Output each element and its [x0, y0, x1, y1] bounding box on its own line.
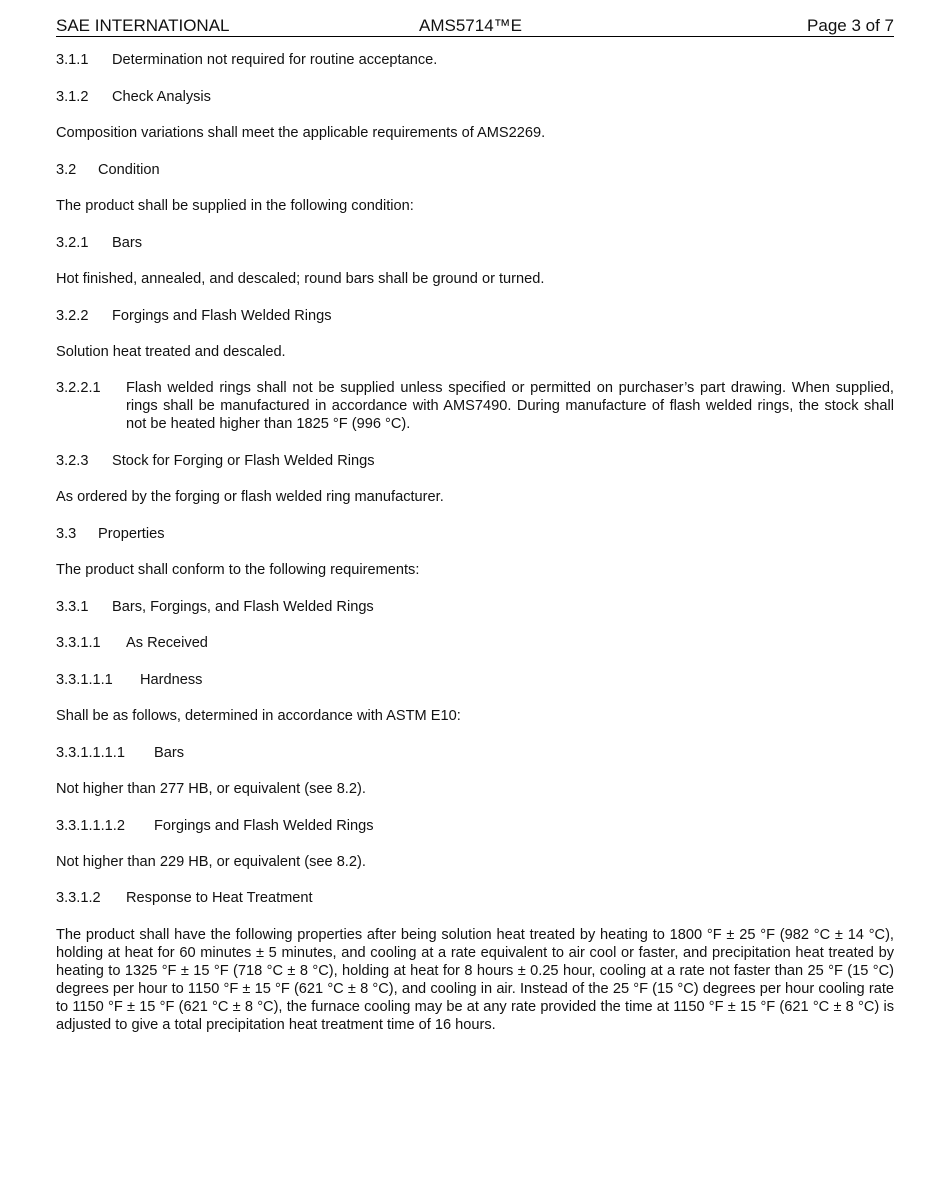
section-number: 3.1.1 — [56, 52, 89, 68]
section-3-3-1-heading — [56, 598, 894, 616]
section-number: 3.1.2 — [56, 89, 89, 105]
paragraph-forgings-hardness: Not higher than 229 HB, or equivalent (see 8.2). — [56, 854, 366, 870]
section-title: Forgings and Flash Welded Rings — [154, 818, 374, 834]
section-3-2-2-1 — [56, 379, 894, 433]
section-text: Flash welded rings shall not be supplied unless specified or permitted on purchaser’s part drawing. When supplied, rings shall be manufactured in accordance with AMS7490. During manufacture of flash welded rings, the stock shall not be heated higher than 1825 °F (996 °C). — [126, 380, 894, 432]
section-title: Response to Heat Treatment — [126, 890, 313, 906]
paragraph-bars-hardness: Not higher than 277 HB, or equivalent (see 8.2). — [56, 781, 366, 797]
section-number: 3.3.1.2 — [56, 890, 101, 906]
section-number: 3.3 — [56, 526, 77, 542]
header-organization: SAE INTERNATIONAL — [56, 16, 230, 35]
header-document-number: AMS5714™E — [419, 16, 522, 35]
section-title: Stock for Forging or Flash Welded Rings — [112, 453, 375, 469]
paragraph-check-analysis: Composition variations shall meet the applicable requirements of AMS2269. — [56, 125, 546, 141]
section-title: Bars — [154, 745, 185, 761]
section-3-3-1-1-1-2-heading — [56, 817, 894, 835]
section-title: Bars — [112, 235, 143, 251]
section-3-2-2-heading — [56, 307, 894, 325]
section-text: Determination not required for routine acceptance. — [112, 52, 438, 68]
section-title: Bars, Forgings, and Flash Welded Rings — [112, 599, 374, 615]
section-3-2-1-heading — [56, 234, 894, 252]
paragraph-heat-treatment-response: The product shall have the following properties after being solution heat treated by heating to 1800 °F ± 25 °F (982 °C ± 14 °C), holding at heat for 60 minutes ± 5 minutes, and cooling at a rate equivalent to air cool or faster, and precipitation heat treated by heating to 1325 °F ± 15 °F (718 °C ± 8 °C), holding at heat for 8 hours ± 0.25 hour, cooling at a rate not faster than 25 °F (15 °C) degrees per hour to 1150 °F ± 15 °F (621 °C ± 8 °C), and cooling in air. Instead of the 25 °F (15 °C) degrees per hour cooling rate to 1150 °F ± 15 °F (621 °C ± 8 °C), the furnace cooling may be at any rate provided the time at 1150 °F ± 15 °F (621 °C ± 8 °C) is adjusted to give a total precipitation heat treatment time of 16 hours. — [56, 927, 894, 1033]
section-number: 3.3.1.1.1 — [56, 672, 113, 688]
section-title: Properties — [98, 526, 165, 542]
section-3-3-1-1-1-1-heading — [56, 744, 894, 762]
section-3-1-1 — [56, 51, 894, 69]
paragraph-stock: As ordered by the forging or flash welded ring manufacturer. — [56, 489, 444, 505]
section-title: Hardness — [140, 672, 203, 688]
section-number: 3.3.1.1.1.2 — [56, 818, 125, 834]
paragraph-condition: The product shall be supplied in the following condition: — [56, 198, 414, 214]
section-number: 3.2.3 — [56, 453, 89, 469]
section-number: 3.3.1 — [56, 599, 89, 615]
paragraph-forgings-condition: Solution heat treated and descaled. — [56, 344, 286, 360]
section-3-3-1-1-1-heading — [56, 671, 894, 689]
section-number: 3.3.1.1 — [56, 635, 101, 651]
section-3-3-1-1-heading — [56, 634, 894, 652]
section-title: Condition — [98, 162, 160, 178]
section-number: 3.3.1.1.1.1 — [56, 745, 125, 761]
section-title: Forgings and Flash Welded Rings — [112, 308, 332, 324]
page-header — [56, 16, 894, 37]
section-title: Check Analysis — [112, 89, 211, 105]
section-number: 3.2.2 — [56, 308, 89, 324]
section-3-3-heading — [56, 525, 894, 543]
section-3-2-3-heading — [56, 452, 894, 470]
section-number: 3.2.1 — [56, 235, 89, 251]
section-3-2-heading — [56, 161, 894, 179]
paragraph-bars-condition: Hot finished, annealed, and descaled; round bars shall be ground or turned. — [56, 271, 545, 287]
header-page-number: Page 3 of 7 — [807, 16, 894, 35]
section-3-3-1-2-heading — [56, 889, 894, 907]
paragraph-properties: The product shall conform to the following requirements: — [56, 562, 420, 578]
paragraph-hardness: Shall be as follows, determined in accordance with ASTM E10: — [56, 708, 461, 724]
section-title: As Received — [126, 635, 208, 651]
section-number: 3.2.2.1 — [56, 380, 101, 396]
section-number: 3.2 — [56, 162, 77, 178]
section-3-1-2-heading — [56, 88, 894, 106]
